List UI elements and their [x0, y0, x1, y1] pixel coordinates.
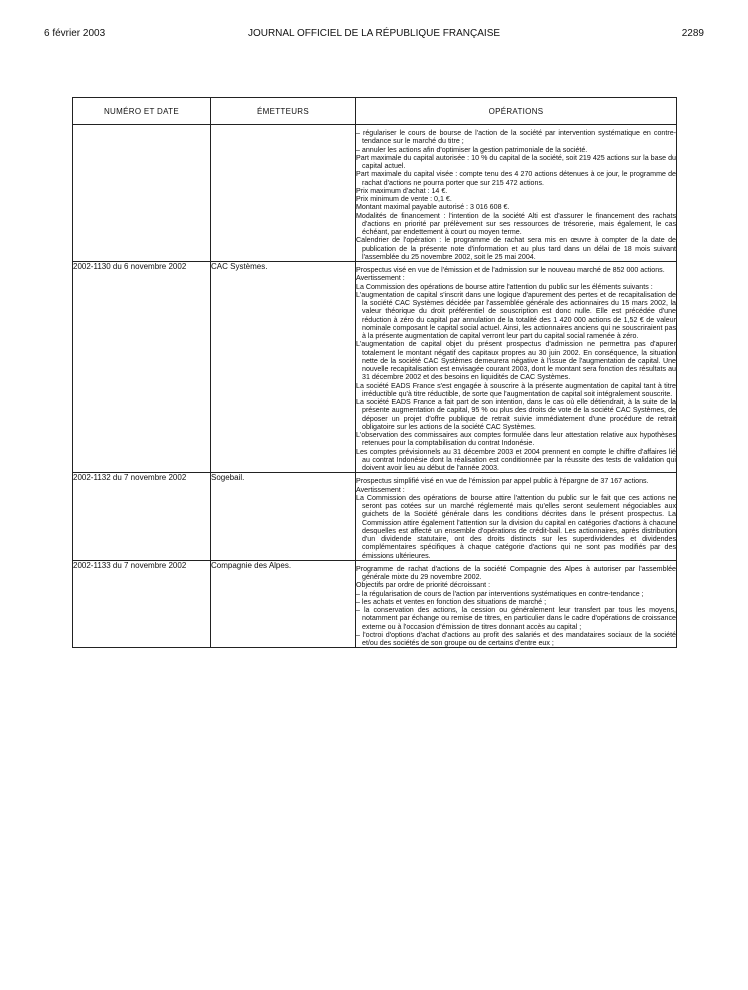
- number-date-cell: 2002-1130 du 6 novembre 2002: [73, 262, 211, 473]
- operation-line: – régulariser le cours de bourse de l'action de la société par intervention systématique en contre-tendance sur le marché du titre ;: [356, 129, 676, 146]
- emitter-cell: [211, 125, 356, 262]
- table-row: [73, 262, 677, 473]
- operation-line: Calendrier de l'opération : le programme de rachat sera mis en œuvre à compter de la date de publication de la présente note d'information et au plus tard dans un délai de 18 mois suivant l'assemblée du 25 novembre 2002, soit le 25 mai 2004.: [356, 236, 676, 261]
- operation-line: Objectifs par ordre de priorité décroissant :: [356, 581, 491, 590]
- operation-line: La Commission des opérations de bourse attire l'attention du public sur le fait que ces actions ne seront pas cotées sur un marché réglementé mais qu'elles seront seulement négociables aux guichets de la Société générale dans les conditions décrites dans le présent prospectus. La Commission attire également l'attention sur la division du capital en catégories d'actions à chacune desquelles est affecté un ensemble d'opérations de crédit-bail. Les actionnaires, après distribution d'un dividende statutaire, ont des droits distincts sur les superdividendes et dividendes complémentaires spécifiques à chaque catégorie d'actions qui ne sont pas modifiés par des émissions ultérieures.: [356, 493, 676, 560]
- header-date: 6 février 2003: [44, 28, 106, 39]
- column-header-operations: OPÉRATIONS: [356, 98, 677, 125]
- operations-cell: [356, 560, 677, 648]
- page-header: [44, 28, 704, 42]
- operation-line: Programme de rachat d'actions de la société Compagnie des Alpes à autoriser par l'assemblée générale mixte du 29 novembre 2002.: [356, 564, 676, 581]
- operation-line: Prix minimum de vente : 0,1 €.: [356, 195, 452, 203]
- operations-cell: [356, 473, 677, 561]
- operation-line: Part maximale du capital autorisée : 10 % du capital de la société, soit 219 425 actions sur la base du capital actuel.: [356, 153, 676, 170]
- operation-line: – les achats et ventes en fonction des situations de marché ;: [356, 597, 547, 606]
- operation-line: Avertissement :: [356, 485, 405, 494]
- table-row: [73, 560, 677, 648]
- operation-line: Part maximale du capital visée : compte tenu des 4 270 actions détenues à ce jour, le programme de rachat d'actions ne pourra porter que sur 215 472 actions.: [356, 170, 676, 187]
- operation-line: L'augmentation de capital s'inscrit dans une logique d'apurement des pertes et de recapitalisation de la société CAC Systèmes décidée par l'assemblée générale des actionnaires du 15 mars 2002, la valeur théorique du droit préférentiel de souscription est donc nulle. Elle est précédée d'une réduction à zéro du capital par annulation de la totalité des 1 420 000 actions de 1,52 € de valeur nominale composant le capital social actuel. Ainsi, les actionnaires anciens qui ne souscriraient pas à la présente augmentation de capital verront leur part du capital social ramenée à zéro.: [356, 290, 676, 340]
- operation-line: Prix maximum d'achat : 14 €.: [356, 186, 448, 195]
- column-header-emitters: ÉMETTEURS: [211, 98, 356, 125]
- operation-line: Modalités de financement : l'intention de la société Alti est d'assurer le financement des rachats d'actions en priorité par prélèvement sur ses ressources de trésorerie, mais également, le cas échéant, par endettement à court ou moyen terme.: [356, 211, 676, 236]
- emitter-cell: CAC Systèmes.: [211, 262, 356, 473]
- table-row: [73, 125, 677, 262]
- operation-line: – la régularisation de cours de l'action par interventions systématiques en contre-tendance ;: [356, 589, 644, 598]
- journal-title: JOURNAL OFFICIEL DE LA RÉPUBLIQUE FRANÇAISE: [247, 28, 501, 39]
- operation-line: L'augmentation de capital objet du présent prospectus d'admission ne permettra pas d'apurer totalement le montant négatif des capitaux propres au 30 juin 2002. En conséquence, la situation nette de la société CAC Systèmes demeurera négative à l'issue de l'augmentation de capital. Une nouvelle recapitalisation est envisagée courant 2003, dont le montant sera fonction des résultats au 31 décembre 2002 et des besoins en liquidités de CAC Systèmes.: [356, 340, 676, 382]
- operations-cell: [356, 262, 677, 473]
- operation-line: Montant maximal payable autorisé : 3 016 608 €.: [356, 203, 510, 212]
- operation-line: Avertissement :: [356, 274, 405, 283]
- number-date-cell: 2002-1132 du 7 novembre 2002: [73, 473, 211, 561]
- operation-line: – annuler les actions afin d'optimiser la gestion patrimoniale de la société.: [356, 145, 588, 154]
- operation-line: La Commission des opérations de bourse attire l'attention du public sur les éléments suivants :: [356, 282, 653, 291]
- column-header-number-date: NUMÉRO ET DATE: [73, 98, 211, 125]
- emitter-cell: Sogebail.: [211, 473, 356, 561]
- operation-line: Les comptes prévisionnels au 31 décembre 2003 et 2004 prennent en compte le chiffre d'affaires lié au contrat Indonésie dont la réalisation est conditionnée par la réussite des tests de validation qui doivent avoir lieu au début de l'année 2003.: [356, 447, 676, 472]
- operation-line: Prospectus simplifié visé en vue de l'émission par appel public à l'épargne de 37 167 actions.: [356, 477, 649, 486]
- number-date-cell: [73, 125, 211, 262]
- operations-table: [72, 97, 677, 648]
- operation-line: – la conservation des actions, la cession ou généralement leur transfert par tous les moyens, notamment par échange ou remise de titres, en particulier dans le cadre d'opérations de croissance externe ou à l'occasion d'émission de titres donnant accès au capital ;: [356, 606, 676, 631]
- operation-line: La société EADS France a fait part de son intention, dans le cas où elle détiendrait, à la suite de la présente augmentation de capital, 95 % ou plus des droits de vote de la société CAC Systèmes, de déposer un projet d'offre publique de retrait suivie immédiatement d'une procédure de retrait obligatoire sur les actions de la société CAC Systèmes.: [356, 398, 676, 431]
- operation-line: Prospectus visé en vue de l'émission et de l'admission sur le nouveau marché de 852 000 actions.: [356, 266, 665, 274]
- emitter-cell: Compagnie des Alpes.: [211, 560, 356, 648]
- table-header-row: [73, 98, 677, 125]
- number-date-cell: 2002-1133 du 7 novembre 2002: [73, 560, 211, 648]
- table-row: [73, 473, 677, 561]
- operation-line: L'observation des commissaires aux comptes formulée dans leur attestation relative aux hypothèses retenues pour la comptabilisation du contrat Indonésie.: [356, 431, 676, 448]
- operation-line: La société EADS France s'est engagée à souscrire à la présente augmentation de capital tant à titre irréductible qu'à titre réductible, de sorte que l'augmentation de capital soit intégralement souscrite.: [356, 381, 676, 398]
- page-number: 2289: [681, 28, 704, 39]
- operation-line: – l'octroi d'options d'achat d'actions au profit des salariés et des mandataires sociaux de la société et/ou des sociétés de son groupe ou de certains d'entre eux ;: [356, 630, 676, 647]
- operations-cell: [356, 125, 677, 262]
